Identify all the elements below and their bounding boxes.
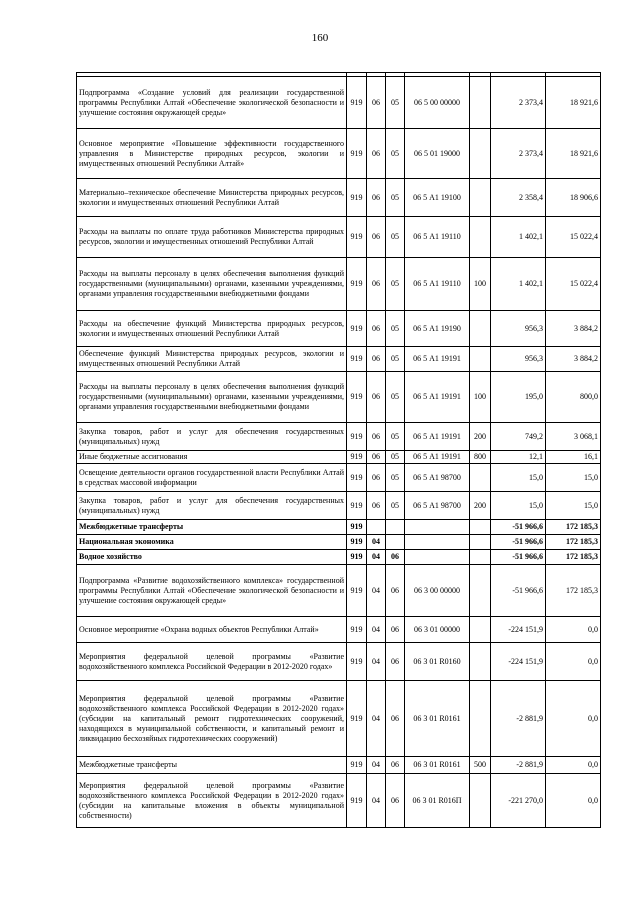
table-body [77, 73, 601, 828]
cell-expense-type [470, 550, 491, 565]
cell-ved: 919 [347, 774, 367, 828]
cell-sum-change: -224 151,9 [491, 617, 546, 643]
cell-sum-total: 18 906,6 [546, 179, 601, 217]
cell-target-article: 06 3 01 00000 [405, 617, 470, 643]
cell-sum-total: 172 185,3 [546, 520, 601, 535]
cell-sum-change: 15,0 [491, 492, 546, 520]
cell-expense-type [470, 311, 491, 347]
cell-razdel: 06 [367, 423, 386, 451]
cell-target-article: 06 5 А1 19110 [405, 217, 470, 258]
cell-target-article: 06 3 01 R016П [405, 774, 470, 828]
cell-target-article: 06 3 01 R0160 [405, 643, 470, 681]
cell-name: Межбюджетные трансферты [77, 757, 347, 774]
table-row [77, 535, 601, 550]
cell-sum-change: 12,1 [491, 451, 546, 464]
cell-razdel: 04 [367, 535, 386, 550]
cell-name: Мероприятия федеральной целевой программы «Развитие водохозяйственного комплекса Российской Федерации в 2012-2020 годах» [77, 643, 347, 681]
cell-sum-total: 15 022,4 [546, 258, 601, 311]
cell-razdel: 06 [367, 311, 386, 347]
cell-name: Водное хозяйство [77, 550, 347, 565]
cell-sum-change: 956,3 [491, 311, 546, 347]
cell-ved: 919 [347, 347, 367, 372]
cell-expense-type [470, 129, 491, 179]
cell-name: Расходы на обеспечение функций Министерства природных ресурсов, экологии и имущественных отношений Республики Алтай [77, 311, 347, 347]
cell-name: Расходы на выплаты персоналу в целях обеспечения выполнения функций государственными (муниципальными) органами, казенными учреждениями, органами управления государственными внебюджетными фондами [77, 372, 347, 423]
table-row [77, 520, 601, 535]
cell-razdel: 06 [367, 372, 386, 423]
cell-razdel: 06 [367, 347, 386, 372]
cell-target-article: 06 5 А1 19191 [405, 423, 470, 451]
cell-sum-change: 15,0 [491, 464, 546, 492]
cell-sum-total: 16,1 [546, 451, 601, 464]
cell-podrazdel: 06 [386, 617, 405, 643]
cell-expense-type [470, 681, 491, 757]
cell-podrazdel: 06 [386, 643, 405, 681]
cell-target-article: 06 5 А1 19191 [405, 451, 470, 464]
cell-sum-total: 18 921,6 [546, 129, 601, 179]
cell-target-article: 06 5 А1 98700 [405, 492, 470, 520]
cell-sum-total: 172 185,3 [546, 565, 601, 617]
table-row [77, 492, 601, 520]
cell-razdel: 06 [367, 129, 386, 179]
cell-ved: 919 [347, 77, 367, 129]
cell-name: Закупка товаров, работ и услуг для обеспечения государственных (муниципальных) нужд [77, 492, 347, 520]
cell-sum-change: -51 966,6 [491, 550, 546, 565]
table-row [77, 311, 601, 347]
cell-target-article: 06 5 А1 19190 [405, 311, 470, 347]
cell-sum-change: 749,2 [491, 423, 546, 451]
cell-sum-change: 2 373,4 [491, 77, 546, 129]
cell-sum-change: -51 966,6 [491, 535, 546, 550]
cell-name: Иные бюджетные ассигнования [77, 451, 347, 464]
cell-sum-total: 800,0 [546, 372, 601, 423]
cell-podrazdel: 06 [386, 550, 405, 565]
cell-razdel: 06 [367, 451, 386, 464]
cell-name: Материально–техническое обеспечение Министерства природных ресурсов, экологии и имущественных отношений Республики Алтай [77, 179, 347, 217]
cell-sum-change: -2 881,9 [491, 681, 546, 757]
page-number: 160 [311, 32, 329, 44]
cell-ved: 919 [347, 565, 367, 617]
cell-name: Основное мероприятие «Охрана водных объектов Республики Алтай» [77, 617, 347, 643]
cell-expense-type: 100 [470, 258, 491, 311]
table-row [77, 347, 601, 372]
cell-razdel: 04 [367, 774, 386, 828]
cell-target-article: 06 3 00 00000 [405, 565, 470, 617]
cell-razdel: 06 [367, 217, 386, 258]
cell-ved: 919 [347, 179, 367, 217]
cell-razdel [367, 520, 386, 535]
cell-sum-total: 18 921,6 [546, 77, 601, 129]
cell-ved: 919 [347, 492, 367, 520]
cell-razdel: 06 [367, 77, 386, 129]
cell-target-article: 06 3 01 R0161 [405, 757, 470, 774]
cell-target-article: 06 5 А1 98700 [405, 464, 470, 492]
table-row [77, 617, 601, 643]
table-row [77, 179, 601, 217]
cell-razdel: 04 [367, 643, 386, 681]
cell-ved: 919 [347, 258, 367, 311]
cell-ved: 919 [347, 535, 367, 550]
cell-podrazdel: 06 [386, 681, 405, 757]
table-row [77, 774, 601, 828]
cell-sum-total: 3 884,2 [546, 311, 601, 347]
cell-ved: 919 [347, 643, 367, 681]
cell-expense-type [470, 77, 491, 129]
cell-expense-type: 800 [470, 451, 491, 464]
table-row [77, 217, 601, 258]
cell-sum-change: 1 402,1 [491, 217, 546, 258]
cell-expense-type [470, 217, 491, 258]
cell-expense-type [470, 774, 491, 828]
cell-name: Закупка товаров, работ и услуг для обеспечения государственных (муниципальных) нужд [77, 423, 347, 451]
cell-expense-type: 200 [470, 492, 491, 520]
table-row [77, 129, 601, 179]
cell-sum-change: 1 402,1 [491, 258, 546, 311]
cell-name: Основное мероприятие «Повышение эффективности государственного управления в Министерстве природных ресурсов, экологии и имущественных отношений Республики Алтай» [77, 129, 347, 179]
cell-sum-total: 3 884,2 [546, 347, 601, 372]
cell-ved: 919 [347, 311, 367, 347]
table-row [77, 258, 601, 311]
cell-expense-type [470, 520, 491, 535]
cell-podrazdel: 05 [386, 179, 405, 217]
cell-name: Межбюджетные трансферты [77, 520, 347, 535]
cell-expense-type [470, 535, 491, 550]
cell-expense-type [470, 617, 491, 643]
table-row [77, 77, 601, 129]
cell-sum-total: 3 068,1 [546, 423, 601, 451]
cell-razdel: 06 [367, 492, 386, 520]
cell-target-article: 06 5 00 00000 [405, 77, 470, 129]
cell-target-article: 06 5 А1 19100 [405, 179, 470, 217]
cell-sum-total: 15 022,4 [546, 217, 601, 258]
cell-razdel: 04 [367, 565, 386, 617]
cell-podrazdel: 05 [386, 492, 405, 520]
cell-name: Подпрограмма «Создание условий для реализации государственной программы Республики Алтай «Обеспечение экологической безопасности и улучшение состояния окружающей среды» [77, 77, 347, 129]
cell-podrazdel: 05 [386, 372, 405, 423]
cell-podrazdel: 05 [386, 258, 405, 311]
cell-sum-total: 172 185,3 [546, 535, 601, 550]
cell-podrazdel: 05 [386, 347, 405, 372]
cell-razdel: 06 [367, 258, 386, 311]
cell-razdel: 04 [367, 617, 386, 643]
cell-name: Мероприятия федеральной целевой программы «Развитие водохозяйственного комплекса Российской Федерации в 2012-2020 годах» (субсидии на капитальный ремонт гидротехнических сооружений, находящихся в муниципальной собственности, и капитальный ремонт и ликвидацию бесхозяйных гидротехнических сооружений) [77, 681, 347, 757]
cell-name: Обеспечение функций Министерства природных ресурсов, экологии и имущественных отношений Республики Алтай [77, 347, 347, 372]
cell-sum-total: 0,0 [546, 774, 601, 828]
cell-sum-change: 195,0 [491, 372, 546, 423]
cell-ved: 919 [347, 217, 367, 258]
cell-expense-type [470, 179, 491, 217]
cell-target-article: 06 5 А1 19191 [405, 347, 470, 372]
cell-ved: 919 [347, 423, 367, 451]
cell-podrazdel: 06 [386, 774, 405, 828]
cell-sum-total: 15,0 [546, 464, 601, 492]
cell-target-article [405, 550, 470, 565]
cell-sum-total: 0,0 [546, 757, 601, 774]
table-row [77, 372, 601, 423]
cell-podrazdel: 06 [386, 757, 405, 774]
cell-podrazdel [386, 535, 405, 550]
cell-podrazdel: 05 [386, 77, 405, 129]
cell-sum-change: -2 881,9 [491, 757, 546, 774]
cell-podrazdel: 05 [386, 451, 405, 464]
cell-sum-change: 2 358,4 [491, 179, 546, 217]
cell-name: Мероприятия федеральной целевой программы «Развитие водохозяйственного комплекса Российской Федерации в 2012-2020 годах» (субсидии на капитальные вложения в объекты муниципальной собственности) [77, 774, 347, 828]
cell-ved: 919 [347, 129, 367, 179]
cell-expense-type: 500 [470, 757, 491, 774]
cell-sum-total: 172 185,3 [546, 550, 601, 565]
cell-sum-change: -224 151,9 [491, 643, 546, 681]
cell-target-article: 06 5 А1 19191 [405, 372, 470, 423]
cell-name: Подпрограмма «Развитие водохозяйственного комплекса» государственной программы Республики Алтай «Обеспечение экологической безопасности и улучшение состояния окружающей среды» [77, 565, 347, 617]
cell-sum-total: 0,0 [546, 681, 601, 757]
cell-target-article: 06 3 01 R0161 [405, 681, 470, 757]
table-row [77, 681, 601, 757]
cell-razdel: 04 [367, 681, 386, 757]
cell-expense-type [470, 565, 491, 617]
cell-ved: 919 [347, 520, 367, 535]
table-row [77, 550, 601, 565]
budget-table [76, 72, 601, 828]
cell-sum-change: -221 270,0 [491, 774, 546, 828]
cell-razdel: 06 [367, 464, 386, 492]
cell-podrazdel [386, 520, 405, 535]
cell-sum-change: 956,3 [491, 347, 546, 372]
cell-ved: 919 [347, 550, 367, 565]
cell-podrazdel: 05 [386, 217, 405, 258]
table-row [77, 757, 601, 774]
cell-podrazdel: 05 [386, 311, 405, 347]
cell-expense-type [470, 347, 491, 372]
cell-expense-type [470, 643, 491, 681]
cell-target-article [405, 520, 470, 535]
cell-ved: 919 [347, 372, 367, 423]
cell-podrazdel: 06 [386, 565, 405, 617]
cell-ved: 919 [347, 757, 367, 774]
cell-name: Расходы на выплаты по оплате труда работников Министерства природных ресурсов, экологии и имущественных отношений Республики Алтай [77, 217, 347, 258]
cell-podrazdel: 05 [386, 423, 405, 451]
cell-razdel: 06 [367, 179, 386, 217]
cell-target-article [405, 535, 470, 550]
cell-name: Освещение деятельности органов государственной власти Республики Алтай в средствах массовой информации [77, 464, 347, 492]
cell-sum-change: 2 373,4 [491, 129, 546, 179]
cell-sum-change: -51 966,6 [491, 520, 546, 535]
cell-target-article: 06 5 01 19000 [405, 129, 470, 179]
table-row [77, 643, 601, 681]
table-row [77, 464, 601, 492]
cell-ved: 919 [347, 451, 367, 464]
cell-sum-total: 15,0 [546, 492, 601, 520]
table-row [77, 451, 601, 464]
cell-sum-total: 0,0 [546, 643, 601, 681]
cell-name: Расходы на выплаты персоналу в целях обеспечения выполнения функций государственными (муниципальными) органами, казенными учреждениями, органами управления государственными внебюджетными фондами [77, 258, 347, 311]
cell-name: Национальная экономика [77, 535, 347, 550]
cell-sum-change: -51 966,6 [491, 565, 546, 617]
cell-sum-total: 0,0 [546, 617, 601, 643]
cell-podrazdel: 05 [386, 129, 405, 179]
cell-razdel: 04 [367, 757, 386, 774]
cell-expense-type: 100 [470, 372, 491, 423]
cell-ved: 919 [347, 681, 367, 757]
cell-ved: 919 [347, 617, 367, 643]
cell-expense-type [470, 464, 491, 492]
cell-ved: 919 [347, 464, 367, 492]
cell-target-article: 06 5 А1 19110 [405, 258, 470, 311]
table-row [77, 423, 601, 451]
table-row [77, 565, 601, 617]
cell-expense-type: 200 [470, 423, 491, 451]
cell-podrazdel: 05 [386, 464, 405, 492]
cell-razdel: 04 [367, 550, 386, 565]
